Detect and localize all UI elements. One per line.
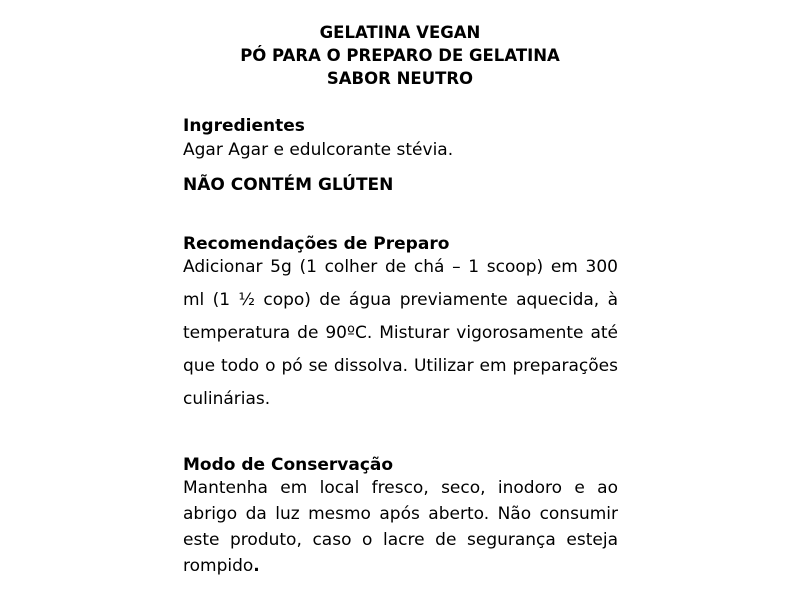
- ingredients-section: [183, 114, 618, 162]
- ingredients-text: Agar Agar e edulcorante stévia.: [183, 140, 454, 160]
- preparation-heading: Recomendações de Preparo: [183, 234, 450, 254]
- preparation-section: [183, 232, 618, 416]
- gluten-section: [183, 173, 618, 197]
- conservation-section: [183, 453, 618, 579]
- product-title-block: [0, 21, 800, 90]
- conservation-paragraph: [183, 475, 618, 579]
- preparation-text: Adicionar 5g (1 colher de chá – 1 scoop) em 300 ml (1 ½ copo) de água previamente aquecida, à temperatura de 90ºC. Misturar vigorosamente até que todo o pó se dissolva. Utilizar em preparações culinárias.: [183, 257, 618, 409]
- product-title: GELATINA VEGAN: [319, 23, 481, 42]
- gluten-notice: NÃO CONTÉM GLÚTEN: [183, 175, 394, 195]
- ingredients-heading: Ingredientes: [183, 116, 305, 136]
- product-subtitle: PÓ PARA O PREPARO DE GELATINA: [240, 46, 560, 65]
- product-flavor: SABOR NEUTRO: [326, 69, 474, 88]
- conservation-text-end: .: [253, 556, 260, 576]
- conservation-heading: Modo de Conservação: [183, 455, 394, 475]
- conservation-text: Mantenha em local fresco, seco, inodoro e ao abrigo da luz mesmo após aberto. Não consumir este produto, caso o lacre de segurança esteja rompido: [183, 478, 618, 576]
